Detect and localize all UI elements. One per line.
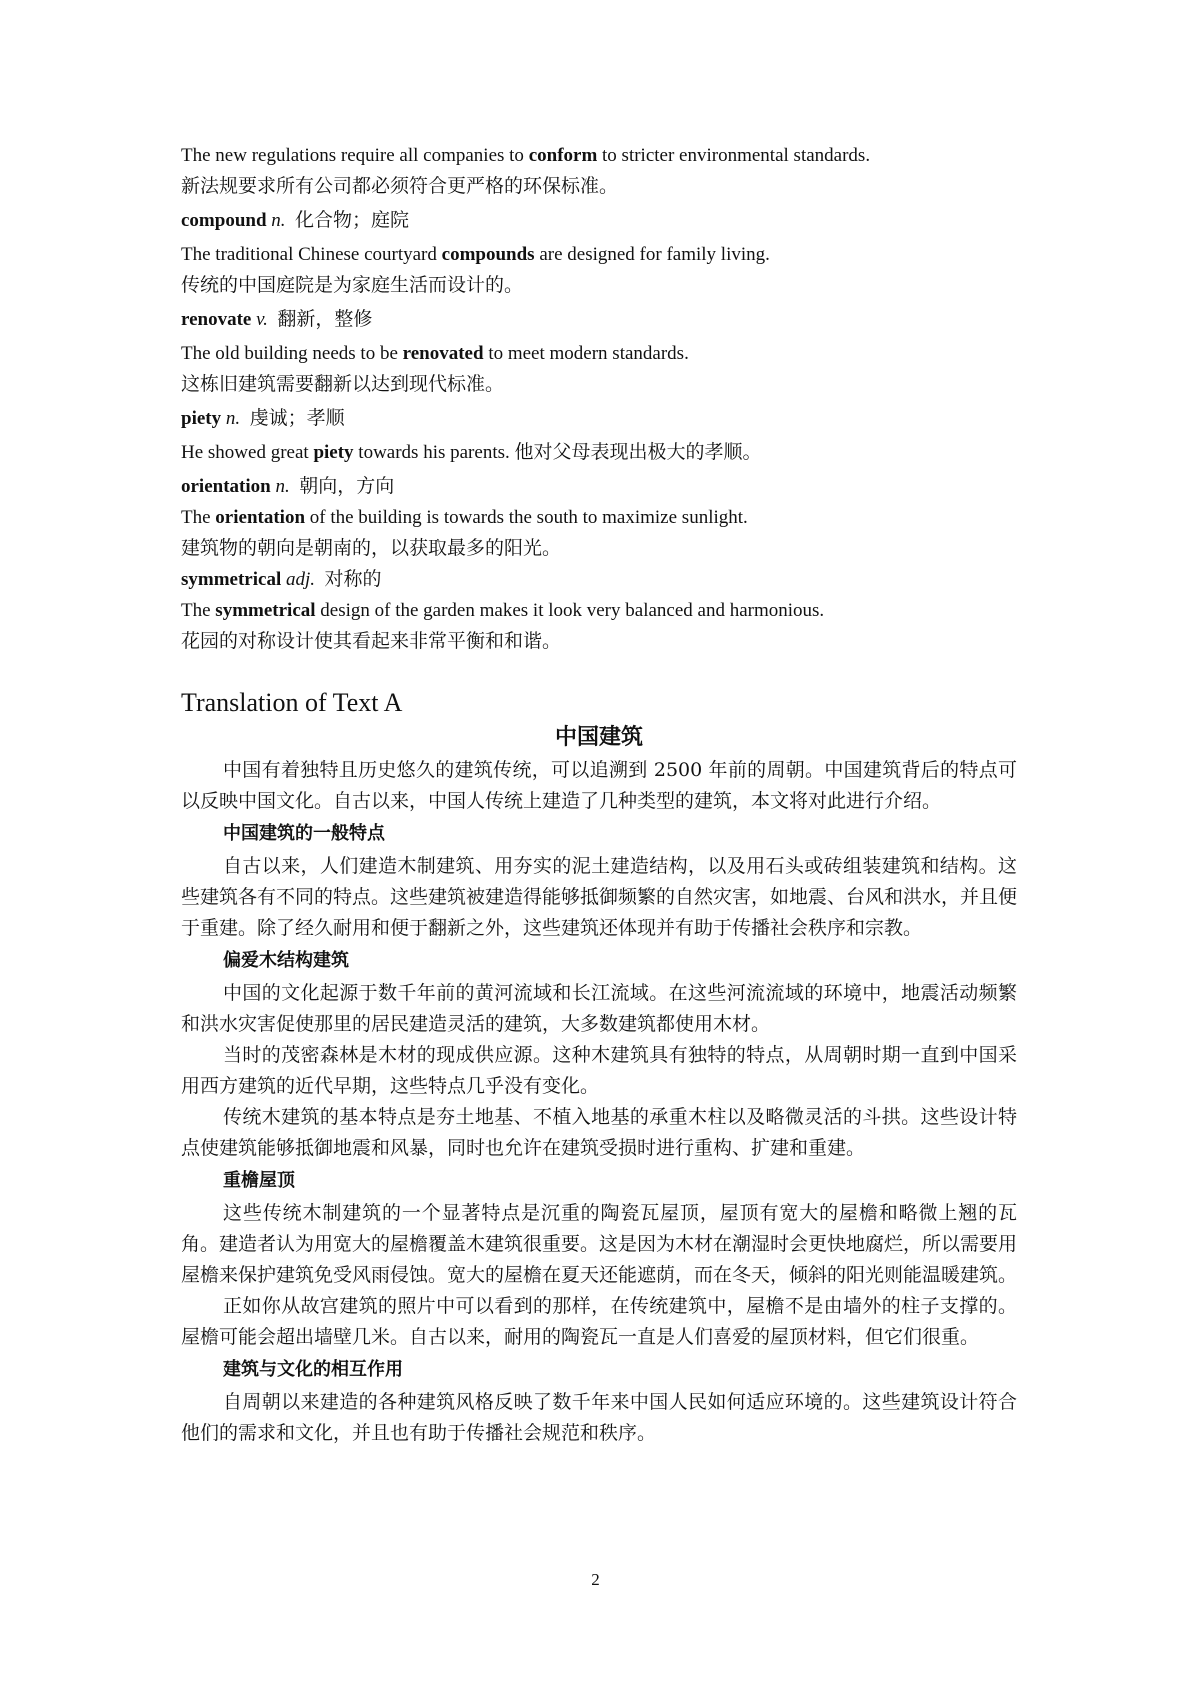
vocab-example-en: He showed great piety towards his parents. 他对父母表现出极大的孝顺。 — [181, 442, 762, 463]
vocab-word: compound — [181, 210, 267, 231]
section-heading: 偏爱木结构建筑 — [223, 950, 349, 971]
page-number: 2 — [591, 1570, 600, 1589]
vocab-example-en: The orientation of the building is towards the south to maximize sunlight. — [181, 507, 748, 528]
vocab-meaning: 朝向，方向 — [299, 476, 395, 497]
vocab-example-en: The symmetrical design of the garden makes it look very balanced and harmonious. — [181, 600, 825, 621]
vocab-pos: adj. — [285, 569, 316, 590]
vocab-meaning: 虔诚；孝顺 — [249, 408, 345, 429]
article-title: 中国建筑 — [554, 725, 643, 750]
vocab-entry — [181, 564, 1017, 595]
body-paragraph: 这些传统木制建筑的一个显著特点是沉重的陶瓷瓦屋顶，屋顶有宽大的屋檐和略微上翘的瓦角。建造者认为用宽大的屋檐覆盖木建筑很重要。这是因为木材在潮湿时会更快地腐烂，所以需要用屋檐来保护建筑免受风雨侵蚀。宽大的屋檐在夏天还能遮荫，而在冬天，倾斜的阳光则能温暖建筑。 — [181, 1202, 1018, 1286]
vocab-example-zh: 建筑物的朝向是朝南的，以获取最多的阳光。 — [181, 538, 562, 559]
vocab-example-en: The old building needs to be renovated to meet modern standards. — [181, 343, 689, 364]
body-paragraph: 自古以来，人们建造木制建筑、用夯实的泥土建造结构，以及用石头或砖组装建筑和结构。这些建筑各有不同的特点。这些建筑被建造得能够抵御频繁的自然灾害，如地震、台风和洪水，并且便于重建。除了经久耐用和便于翻新之外，这些建筑还体现并有助于传播社会秩序和宗教。 — [181, 855, 1018, 939]
section-heading: 重檐屋顶 — [223, 1170, 295, 1191]
section-heading: 建筑与文化的相互作用 — [223, 1359, 403, 1380]
section-title: Translation of Text A — [181, 688, 403, 717]
vocab-entry — [181, 205, 1017, 236]
vocab-pos: n. — [275, 476, 290, 497]
body-paragraph: 当时的茂密森林是木材的现成供应源。这种木建筑具有独特的特点，从周朝时期一直到中国采用西方建筑的近代早期，这些特点几乎没有变化。 — [181, 1044, 1017, 1097]
vocab-example-en: The traditional Chinese courtyard compounds are designed for family living. — [181, 244, 770, 265]
vocab-pos: n. — [225, 408, 241, 429]
vocab-pos: n. — [271, 210, 286, 231]
vocab-word: symmetrical — [181, 569, 282, 590]
vocab-word: piety — [181, 408, 222, 429]
body-paragraph: 自周朝以来建造的各种建筑风格反映了数千年来中国人民如何适应环境的。这些建筑设计符合他们的需求和文化，并且也有助于传播社会规范和秩序。 — [181, 1391, 1017, 1444]
body-paragraph: 传统木建筑的基本特点是夯土地基、不植入地基的承重木柱以及略微灵活的斗拱。这些设计特点使建筑能够抵御地震和风暴，同时也允许在建筑受损时进行重构、扩建和重建。 — [181, 1106, 1017, 1159]
document-page — [181, 140, 1017, 1449]
vocab-word: orientation — [181, 476, 271, 497]
vocab-meaning: 对称的 — [324, 569, 382, 590]
vocab-word: renovate — [181, 309, 252, 330]
vocab-meaning: 化合物；庭院 — [295, 210, 410, 231]
vocab-example-zh: 传统的中国庭院是为家庭生活而设计的。 — [181, 275, 524, 296]
body-paragraph: 中国的文化起源于数千年前的黄河流域和长江流域。在这些河流流域的环境中，地震活动频繁和洪水灾害促使那里的居民建造灵活的建筑，大多数建筑都使用木材。 — [181, 982, 1017, 1035]
vocab-meaning: 翻新，整修 — [277, 309, 373, 330]
vocab-pos: v. — [256, 309, 268, 330]
body-paragraph: 正如你从故宫建筑的照片中可以看到的那样，在传统建筑中，屋檐不是由墙外的柱子支撑的。屋檐可能会超出墙壁几米。自古以来，耐用的陶瓷瓦一直是人们喜爱的屋顶材料，但它们很重。 — [181, 1295, 1017, 1348]
vocab-example-en: The new regulations require all companies to conform to stricter environmental standards. — [181, 145, 871, 166]
vocab-entry — [181, 304, 1017, 335]
intro-paragraph: 中国有着独特且历史悠久的建筑传统，可以追溯到 2500 年前的周朝。中国建筑背后的特点可以反映中国文化。自古以来，中国人传统上建造了几种类型的建筑，本文将对此进行介绍。 — [181, 759, 1017, 812]
vocab-entry — [181, 471, 1017, 502]
vocab-example-zh: 花园的对称设计使其看起来非常平衡和和谐。 — [181, 631, 562, 652]
vocab-example-zh: 这栋旧建筑需要翻新以达到现代标准。 — [181, 374, 505, 395]
vocab-entry — [181, 403, 1017, 434]
vocab-example-zh: 新法规要求所有公司都必须符合更严格的环保标准。 — [181, 176, 619, 197]
section-heading: 中国建筑的一般特点 — [223, 823, 385, 844]
